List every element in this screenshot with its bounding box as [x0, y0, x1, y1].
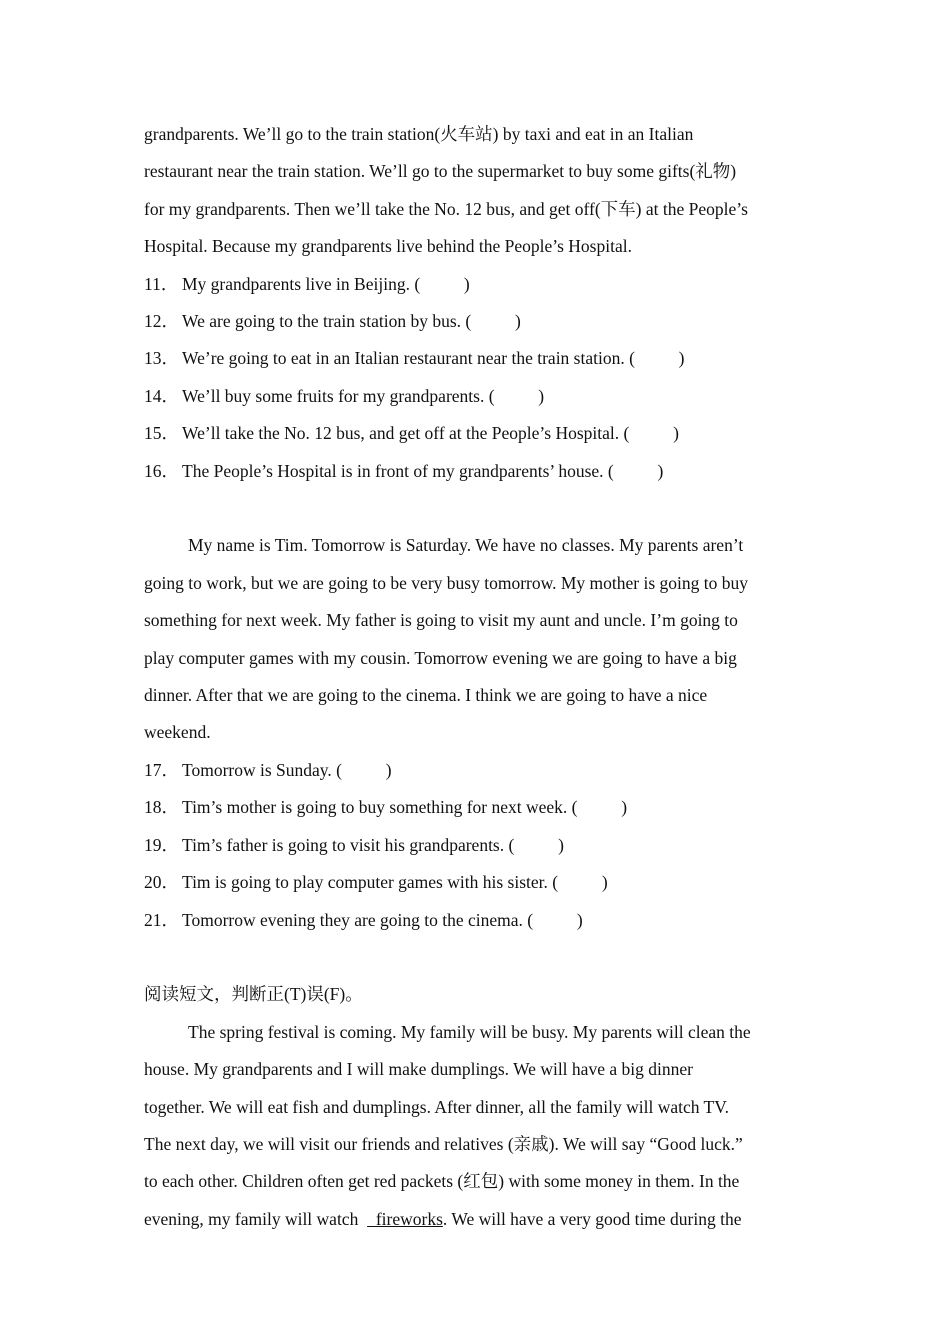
question-item	[144, 340, 809, 377]
passage-1-line: Hospital. Because my grandparents live behind the People’s Hospital.	[144, 236, 632, 257]
question-item	[144, 752, 809, 789]
question-text: Tim’s mother is going to buy something for next week. ( )	[182, 797, 628, 818]
section-heading: 阅读短文，判断正(T)误(F)。	[144, 984, 363, 1005]
question-text: We are going to the train station by bus. ( )	[182, 311, 521, 332]
passage-3-line: The spring festival is coming. My family will be busy. My parents will clean the	[188, 1021, 751, 1042]
question-text: We’ll buy some fruits for my grandparents. ( )	[182, 385, 545, 406]
question-text: The People’s Hospital is in front of my grandparents’ house. ( )	[182, 460, 664, 481]
passage-2-line: dinner. After that we are going to the cinema. I think we are going to have a nice	[144, 685, 708, 706]
spacer	[144, 490, 809, 527]
passage-3-line: house. My grandparents and I will make dumplings. We will have a big dinner	[144, 1059, 693, 1080]
question-item	[144, 902, 809, 939]
passage-3-text: . We will have a very good time during the	[442, 1208, 742, 1229]
question-text: Tomorrow evening they are going to the cinema. ( )	[182, 909, 583, 930]
question-item	[144, 378, 809, 415]
passage-3-line: to each other. Children often get red packets (红包) with some money in them. In the	[144, 1171, 740, 1192]
passage-1-line: grandparents. We’ll go to the train station(火车站) by taxi and eat in an Italian	[144, 124, 694, 144]
passage-3-text: evening, my family will watch	[144, 1208, 368, 1229]
question-number: 12．	[144, 311, 179, 332]
passage-2-line: going to work, but we are going to be very busy tomorrow. My mother is going to buy	[144, 572, 748, 593]
question-text: Tim’s father is going to visit his grandparents. ( )	[182, 834, 564, 855]
question-number: 16．	[144, 460, 179, 481]
passage-1-line: for my grandparents. Then we’ll take the No. 12 bus, and get off(下车) at the People’s	[144, 198, 748, 219]
passage-2	[144, 527, 809, 751]
spacer	[144, 939, 809, 976]
passage-3-last-line	[144, 1201, 809, 1238]
passage-2-line: play computer games with my cousin. Tomorrow evening we are going to have a big	[144, 647, 737, 668]
question-text: Tim is going to play computer games with his sister. ( )	[182, 872, 608, 893]
question-number: 21．	[144, 909, 179, 930]
passage-3-line: The next day, we will visit our friends and relatives (亲戚). We will say “Good luck.”	[144, 1133, 743, 1154]
question-item	[144, 864, 809, 901]
passage-2-line: My name is Tim. Tomorrow is Saturday. We have no classes. My parents aren’t	[188, 535, 744, 556]
passage-2-line: weekend.	[144, 722, 211, 743]
question-number: 13．	[144, 348, 179, 369]
question-number: 19．	[144, 834, 179, 855]
underlined-word: fireworks	[367, 1208, 443, 1229]
question-item	[144, 453, 809, 490]
question-number: 14．	[144, 385, 179, 406]
question-number: 20．	[144, 872, 179, 893]
passage-3	[144, 1014, 809, 1238]
question-item	[144, 789, 809, 826]
question-item	[144, 827, 809, 864]
question-text: Tomorrow is Sunday. ( )	[182, 759, 392, 780]
question-number: 11．	[144, 273, 179, 294]
passage-1	[144, 116, 809, 266]
passage-1-line: restaurant near the train station. We’ll go to the supermarket to buy some gifts(礼物)	[144, 161, 737, 182]
question-item	[144, 303, 809, 340]
questions-1	[144, 266, 809, 490]
question-text: My grandparents live in Beijing. ( )	[182, 273, 470, 294]
document-page	[144, 116, 809, 1238]
question-number: 17．	[144, 759, 179, 780]
questions-2	[144, 752, 809, 939]
passage-2-line: something for next week. My father is going to visit my aunt and uncle. I’m going to	[144, 610, 738, 631]
question-text: We’re going to eat in an Italian restaurant near the train station. ( )	[182, 348, 685, 369]
question-item	[144, 266, 809, 303]
question-text: We’ll take the No. 12 bus, and get off at the People’s Hospital. ( )	[182, 423, 679, 444]
question-number: 15．	[144, 423, 179, 444]
passage-3-line: together. We will eat fish and dumplings. After dinner, all the family will watch TV.	[144, 1096, 730, 1117]
question-number: 18．	[144, 797, 179, 818]
question-item	[144, 415, 809, 452]
